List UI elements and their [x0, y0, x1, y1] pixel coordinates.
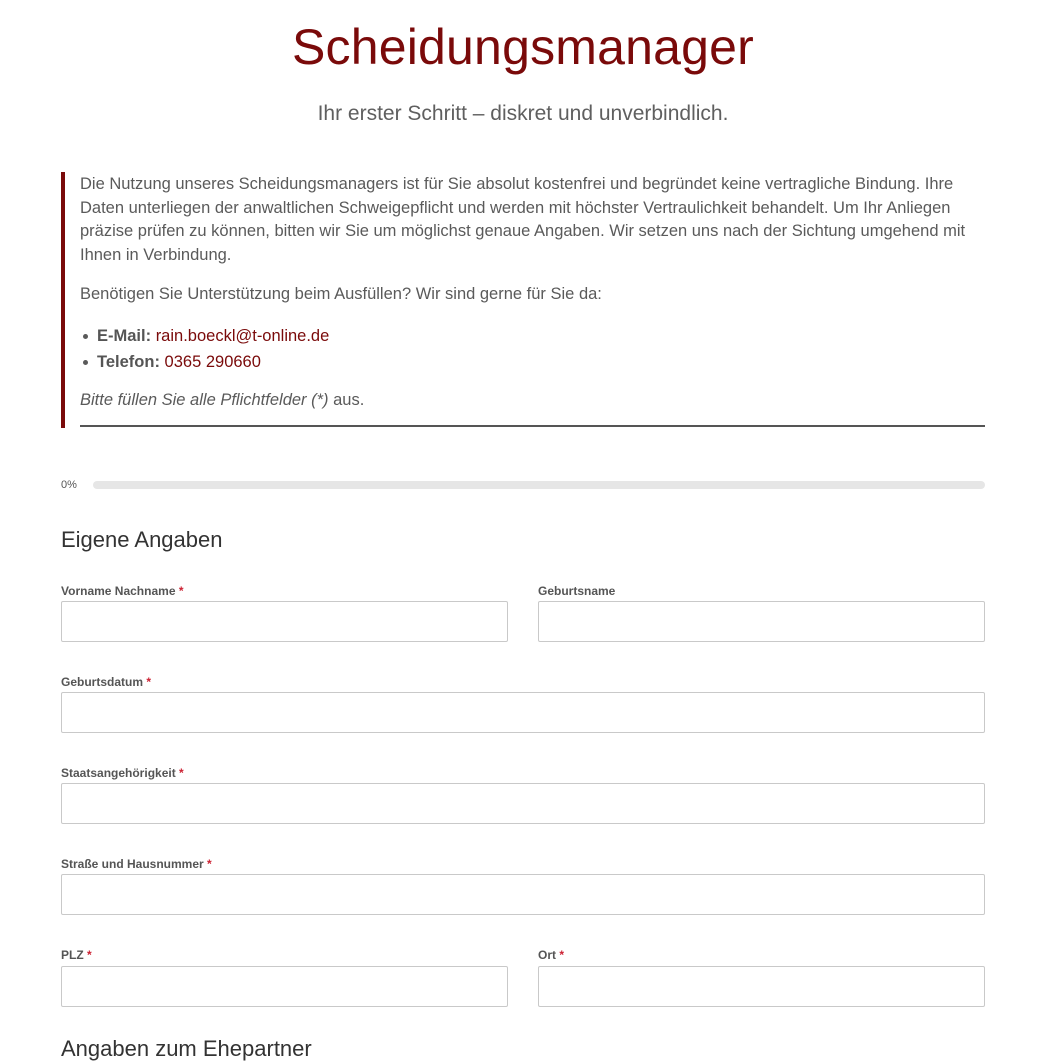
contact-label-phone: Telefon: [97, 353, 160, 371]
required-mark: * [207, 857, 212, 871]
street-label: Straße und Hausnummer * [61, 857, 212, 871]
email-link[interactable]: rain.boeckl@t-online.de [155, 327, 330, 345]
required-note-tail: aus. [328, 391, 365, 409]
contact-list [80, 323, 985, 375]
required-fields-note [80, 391, 985, 410]
bullet-icon [83, 360, 88, 365]
nationality-input[interactable] [61, 783, 985, 824]
page-title: Scheidungsmanager [291, 19, 755, 75]
notice-help-text: Benötigen Sie Unterstützung beim Ausfüllen? Wir sind gerne für Sie da: [80, 285, 602, 303]
notice-intro-text: Die Nutzung unseres Scheidungsmanagers ist für Sie absolut kostenfrei und begründet keine vertragliche Bindung. Ihre Daten unterliegen der anwaltlichen Schweigepflicht und werden mit höchster Vertraulichkeit behandelt. Um Ihr Anliegen präzise prüfen zu können, bitten wir Sie um möglichst genaue Angaben. Wir setzen uns nach der Sichtung umgehend mit Ihnen in Verbindung. [80, 175, 966, 264]
info-notice [61, 172, 985, 428]
required-mark: * [179, 766, 184, 780]
progress-label: 0% [61, 479, 77, 491]
contact-item-email [80, 323, 985, 349]
contact-label-email: E-Mail: [97, 327, 152, 345]
name-label: Vorname Nachname * [61, 584, 184, 598]
street-input[interactable] [61, 874, 985, 915]
bullet-icon [83, 334, 88, 339]
required-mark: * [178, 584, 184, 598]
section-title-own: Eigene Angaben [61, 527, 223, 552]
zip-label: PLZ * [61, 948, 92, 962]
required-mark: * [87, 948, 92, 962]
birthname-input[interactable] [538, 601, 985, 642]
birthname-label: Geburtsname [538, 584, 616, 598]
divider [80, 425, 985, 427]
zip-input[interactable] [61, 966, 508, 1007]
city-input[interactable] [538, 966, 985, 1007]
section-title-partner: Angaben zum Ehepartner [61, 1036, 312, 1061]
required-mark: * [559, 948, 565, 962]
birthdate-input[interactable] [61, 692, 985, 733]
city-label: Ort * [538, 948, 565, 962]
required-mark: * [146, 675, 152, 689]
progress-bar [93, 481, 985, 489]
required-note-italic: Bitte füllen Sie alle Pflichtfelder (*) [80, 391, 329, 409]
birthdate-label: Geburtsdatum * [61, 675, 152, 689]
page-subtitle: Ihr erster Schritt – diskret und unverbindlich. [317, 102, 729, 125]
name-input[interactable] [61, 601, 508, 642]
contact-item-phone [80, 349, 985, 375]
phone-link[interactable]: 0365 290660 [164, 353, 261, 371]
nationality-label: Staatsangehörigkeit * [61, 766, 184, 780]
